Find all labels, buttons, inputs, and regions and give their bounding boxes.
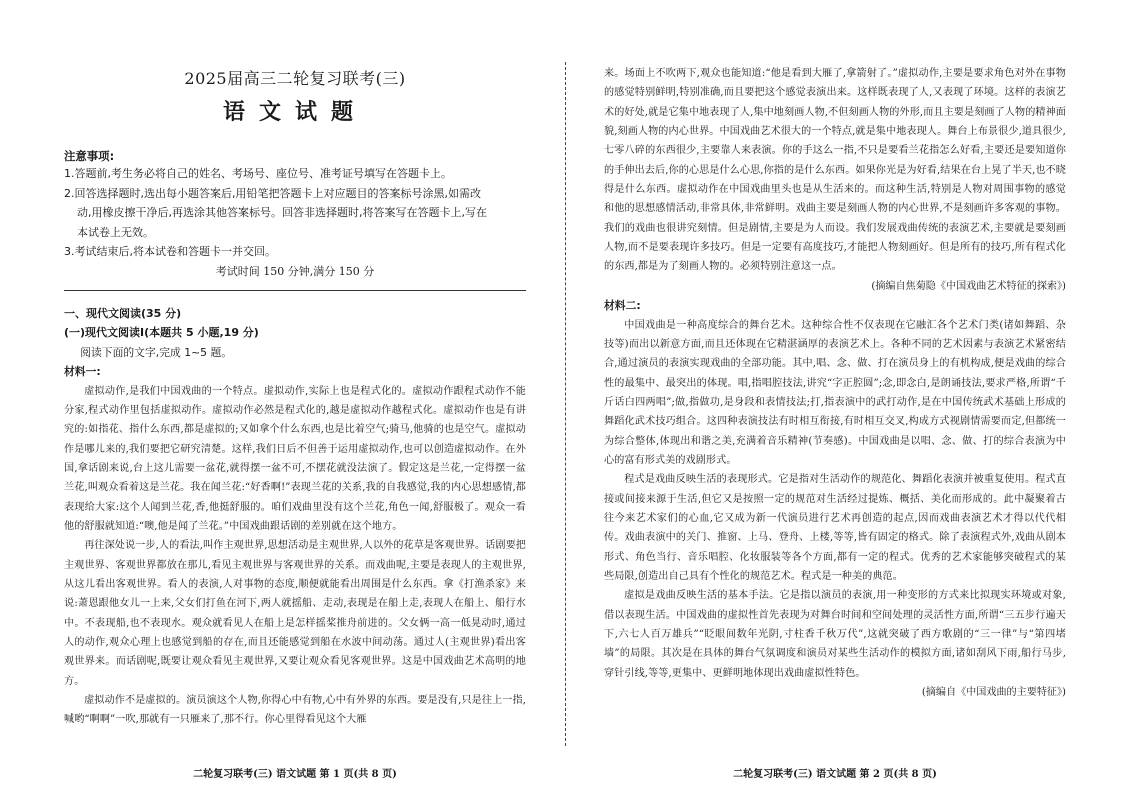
notes bbox=[64, 164, 526, 262]
source-citation: (摘编自《中国戏曲的主要特征》) bbox=[921, 687, 1066, 699]
paragraph: 程式是戏曲反映生活的表现形式。它是指对生活动作的规范化、舞蹈化表演并被重复使用。程式直接或间接来源于生活,但它又是按照一定的规范对生活经过提炼、概括、美化而形成的。此中凝聚着古往今来艺术家们的心血,它又成为新一代演员进行艺术再创造的起点,因而戏曲表演艺术才得以代代相传。戏曲表演中的关门、推窗、上马、登舟、上楼,等等,皆有固定的格式。除了表演程式外,戏曲从剧本形式、角色当行、音乐唱腔、化妆服装等各个方面,都有一定的程式。优秀的艺术家能够突破程式的某些局限,创造出自己具有个性化的规范艺术。程式是一种美的典范。 bbox=[604, 474, 1066, 583]
material-1-continued bbox=[604, 64, 1066, 277]
notes-title: 注意事项: bbox=[64, 149, 115, 163]
note-2-cont2: 本试卷上无效。 bbox=[77, 225, 154, 239]
page-divider bbox=[565, 62, 566, 746]
material-1-text bbox=[64, 382, 526, 730]
paragraph: 中国戏曲是一种高度综合的舞台艺术。这种综合性不仅表现在它融汇各个艺术门类(诸如舞蹈、杂技等)而出以新意方面,而且还体现在它精湛涵厚的表演艺术上。各种不同的艺术因素与表演艺术紧密结合,通过演员的表演实现戏曲的全部功能。其中,唱、念、做、打在演员身上的有机构成,便是戏曲的综合性的最集中、最突出的体现。唱,指唱腔技法,讲究“字正腔圆”;念,即念白,是朗诵技法,要求严格,所谓“千斤话白四两唱”;做,指做功,是身段和表情技法;打,指表演中的武打动作,是在中国传统武术基础上形成的舞蹈化武术技巧组合。这四种表演技法有时相互衔接,有时相互交叉,构成方式视剧情需要而定,但都统一为综合整体,体现出和谐之美,充满着音乐精神(节奏感)。中国戏曲是以唱、念、做、打的综合表演为中心的富有形式美的戏剧形式。 bbox=[604, 319, 1066, 466]
section-heading: 一、现代文阅读(35 分) bbox=[64, 306, 182, 320]
note-1: 1.答题前,考生务必将自己的姓名、考场号、座位号、准考证号填写在答题卡上。 bbox=[64, 167, 452, 180]
material-1-label: 材料一: bbox=[64, 365, 101, 379]
note-3: 3.考试结束后,将本试卷和答题卡一并交回。 bbox=[64, 245, 276, 259]
source-citation: (摘编自焦菊隐《中国戏曲艺术特征的探索》) bbox=[871, 280, 1066, 292]
note-2-cont: 动,用橡皮擦干净后,再选涂其他答案标号。回答非选择题时,将答案写在答题卡上,写在 bbox=[77, 206, 487, 220]
note-2: 2.回答选择题时,选出每小题答案后,用铅笔把答题卡上对应题目的答案标号涂黑,如需改 bbox=[64, 186, 481, 200]
page-2 bbox=[604, 0, 1066, 800]
material-2-text bbox=[604, 316, 1066, 684]
page-1 bbox=[64, 0, 526, 800]
page-footer: 二轮复习联考(三) 语文试题 第 1 页(共 8 页) bbox=[193, 769, 397, 780]
exam-title: 2025届高三二轮复习联考(三) bbox=[184, 69, 406, 88]
paragraph: 再往深处说一步,人的看法,叫作主观世界,思想活动是主观世界,人以外的花草是客观世界。话剧要把主观世界、客观世界都放在那儿,看见主观世界与客观世界的关系。而戏曲呢,主要是表现人的主观世界,从这儿看出客观世界。看人的表演,人对事物的态度,顺便就能看出周围是什么东西。拿《打渔杀家》来说:萧恩跟他女儿一上来,父女们打鱼在河下,两人就摇船、走动,表现是在船上走,表现人在船上、船行水中。不表现船,也不表现水。观众就看见人在船上是怎样摇桨推舟前进的。父女俩一高一低晃动时,通过人的动作,观众心理上也感觉到船的存在,而且还能感觉到船在水波中间动荡。通过人(主观世界)看出客观世界来。而话剧呢,既要让观众看见主观世界,又要让观众看见客观世界。这是中国戏曲艺术高明的地方。 bbox=[64, 540, 526, 687]
material-2-label: 材料二: bbox=[604, 299, 641, 313]
time-line: 考试时间 150 分钟,满分 150 分 bbox=[215, 264, 375, 278]
divider-line bbox=[64, 290, 526, 291]
paragraph: 虚拟动作,是我们中国戏曲的一个特点。虚拟动作,实际上也是程式化的。虚拟动作跟程式动作不能分家,程式动作里包括虚拟动作。虚拟动作必然是程式化的,越是虚拟动作越程式化。虚拟动作也是有讲究的:如指花、指什么东西,都是虚拟的;又如拿个什么东西,也是比着空气;骑马,他骑的也是空气。虚拟动作是哪儿来的,我们要把它研究清楚。这样,我们日后不但善于运用虚拟动作,也可以创造虚拟动作。在外国,拿话剧来说,台上这儿需要一盆花,就得摆一盆不可,不摆花就没法演了。假定这是兰花,一定得摆一盆兰花,叫观众看着这是兰花。我在闻兰花:“好香啊!”表现兰花的关系,我的自我感觉,我的内心思想感情,都表现给大家:这个人闻到兰花,香,他挺舒服的。咱们戏曲里没有这个兰花,角色一闻,舒服极了。观众一看他的舒服就知道:“噢,他是闻了兰花。”中国戏曲跟话剧的差别就在这个地方。 bbox=[64, 385, 526, 532]
paragraph: 虚拟动作不是虚拟的。演员演这个人物,你得心中有物,心中有外界的东西。要是没有,只是往上一指,喊哟“啊啊”一吹,那就有一只雁来了,那不行。你心里得看见这个大雁 bbox=[64, 695, 526, 726]
instruction: 阅读下面的文字,完成 1~5 题。 bbox=[80, 345, 233, 359]
page-footer: 二轮复习联考(三) 语文试题 第 2 页(共 8 页) bbox=[733, 769, 937, 780]
paragraph: 来。场面上不吹两下,观众也能知道:“他是看到大雁了,拿箭射了。”虚拟动作,主要是要求角色对外在事物的感觉特别鲜明,特别准确,而且要把这个感觉表演出来。这样既表现了人,又表现了环境。这样的表演艺术的好处,就是它集中地表现了人,集中地刻画人物,不但刻画人物的外形,而且主要是刻画了人物的精神面貌,刻画人物的内心世界。中国戏曲艺术很大的一个特点,就是集中地表现人。舞台上布景很少,道具很少,七零八碎的东西很少,主要靠人来表演。你的手这么一指,不只是要看兰花指怎么好看,主要还是要知道你的手伸出去后,你的心思是什么心思,你指的是什么东西。如果你光是为好看,结果在台上晃了半天,也不晓得是什么东西。虚拟动作在中国戏曲里头也是从生活来的。而这种生活,特别是人物对周围事物的感觉和他的思想感情活动,非常具体,非常鲜明。戏曲主要是刻画人物的内心世界,不是刻画许多客观的事物。我们的戏曲也很讲究刻情。但是剧情,主要是为人而设。我们发展戏曲传统的表演艺术,主要就是要刻画人物,而不是要表现许多技巧。但是一定要有高度技巧,才能把人物刻画好。但是所有的技巧,所有程式化的东西,都是为了刻画人物的。必须特别注意这一点。 bbox=[604, 68, 1066, 273]
paragraph: 虚拟是戏曲反映生活的基本手法。它是指以演员的表演,用一种变形的方式来比拟现实环境或对象,借以表现生活。中国戏曲的虚拟性首先表现为对舞台时间和空间处理的灵活性方面,所谓“三五步行遍天下,六七人百万雄兵”“眨眼间数年光阴,寸柱香千秋万代”,这就突破了西方歌剧的“三一律”与“第四堵墙”的局限。其次是在具体的舞台气氛调度和演员对某些生活动作的模拟方面,诸如刮风下雨,船行马步,穿针引线,等等,更集中、更鲜明地体现出戏曲虚拟性特色。 bbox=[604, 590, 1066, 679]
subsection-heading: (一)现代文阅读Ⅰ(本题共 5 小题,19 分) bbox=[64, 326, 259, 340]
subject-title: 语文试题 bbox=[222, 99, 367, 125]
